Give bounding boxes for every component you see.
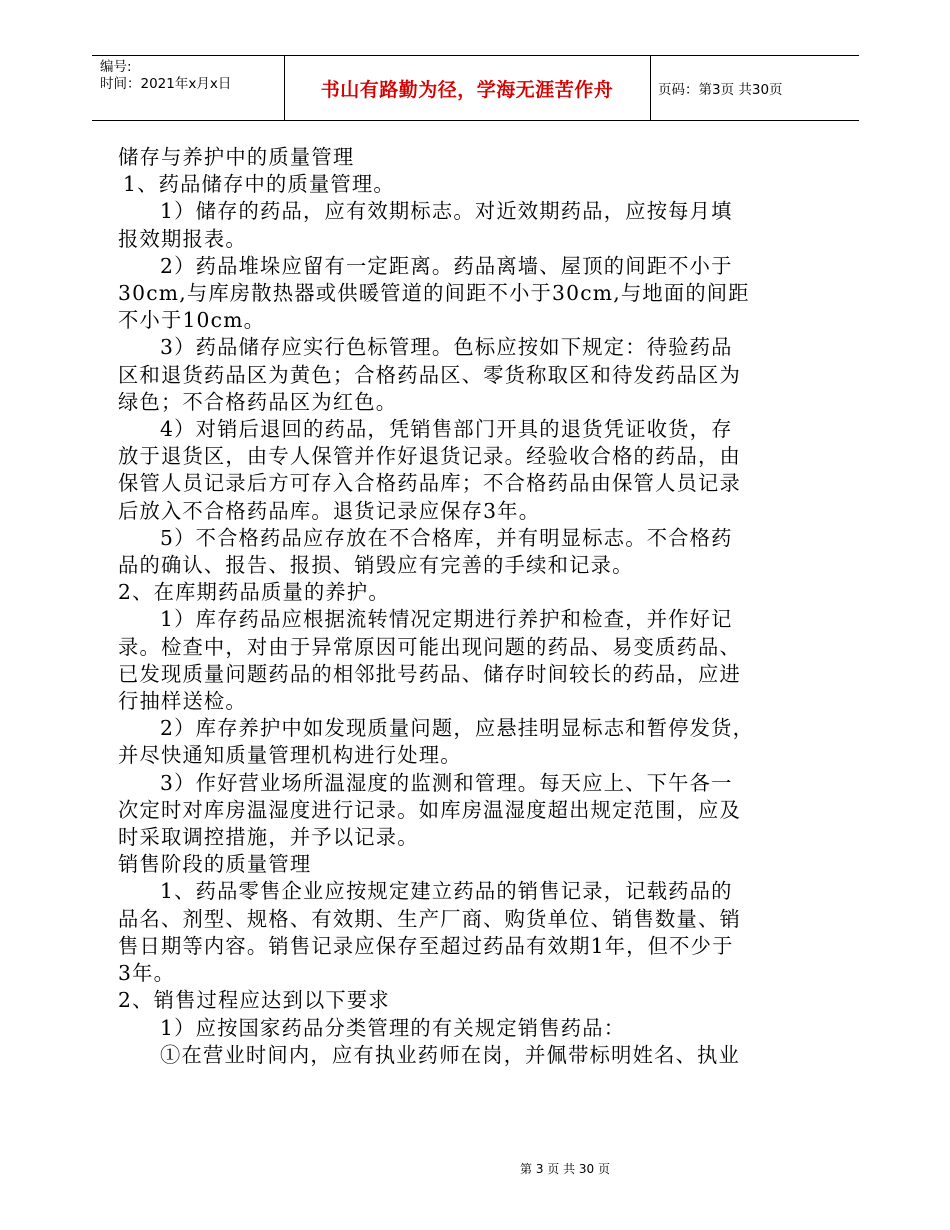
header-divider-right [650, 55, 651, 121]
header-page-label: 页码：第3页 共30页 [658, 82, 783, 98]
paragraph-line: 3）药品储存应实行色标管理。色标应按如下规定：待验药品 [160, 335, 733, 360]
header-meta [100, 59, 231, 93]
document-body [118, 144, 838, 1069]
subsection-heading: 2、销售过程应达到以下要求 [118, 988, 390, 1013]
paragraph-line: 后放入不合格药品库。退货记录应保存3年。 [118, 498, 541, 523]
document-number-label: 编号: [100, 59, 132, 75]
paragraph-line: 放于退货区，由专人保管并作好退货记录。经验收合格的药品，由 [118, 444, 741, 469]
subsection-heading: 1、药品储存中的质量管理。 [123, 172, 395, 197]
paragraph-line: 并尽快通知质量管理机构进行处理。 [118, 743, 462, 768]
subsection-heading: 2、在库期药品质量的养护。 [118, 580, 390, 605]
paragraph-line: 行抽样送检。 [118, 689, 247, 714]
paragraph-line: 录。检查中，对由于异常原因可能出现问题的药品、易变质药品、 [118, 634, 741, 659]
paragraph-line: 售日期等内容。销售记录应保存至超过药品有效期1年，但不少于 [118, 933, 734, 958]
paragraph-line: 1、药品零售企业应按规定建立药品的销售记录，记载药品的 [160, 879, 733, 904]
section-heading-storage: 储存与养护中的质量管理 [118, 145, 355, 169]
paragraph-line: 5）不合格药品应存放在不合格库，并有明显标志。不合格药 [160, 525, 733, 550]
paragraph-line: 1）应按国家药品分类管理的有关规定销售药品： [160, 1015, 626, 1040]
paragraph-line: 时采取调控措施，并予以记录。 [118, 825, 419, 850]
paragraph-line: 1）储存的药品，应有效期标志。对近效期药品，应按每月填 [160, 199, 733, 224]
paragraph-line: 保管人员记录后方可存入合格药品库；不合格药品由保管人员记录 [118, 471, 741, 496]
paragraph-line: 3）作好营业场所温湿度的监测和管理。每天应上、下午各一 [160, 770, 733, 795]
paragraph-line: 次定时对库房温湿度进行记录。如库房温湿度超出规定范围，应及 [118, 797, 741, 822]
page-footer [0, 1160, 950, 1177]
paragraph-line: 1）库存药品应根据流转情况定期进行养护和检查，并作好记 [160, 607, 733, 632]
paragraph-line: 3年。 [118, 961, 176, 986]
paragraph-line: 4）对销后退回的药品，凭销售部门开具的退货凭证收货，存 [160, 417, 733, 442]
paragraph-line: 绿色；不合格药品区为红色。 [118, 389, 398, 414]
paragraph-line: 2）药品堆垛应留有一定距离。药品离墙、屋顶的间距不小于 [160, 253, 733, 278]
page-header [92, 55, 859, 122]
paragraph-line: 报效期报表。 [118, 226, 247, 251]
paragraph-line: ①在营业时间内，应有执业药师在岗，并佩带标明姓名、执业 [160, 1042, 740, 1067]
paragraph-line: 2）库存养护中如发现质量问题，应悬挂明显标志和暂停发货， [160, 716, 755, 741]
header-motto: 书山有路勤为径，学海无涯苦作舟 [320, 78, 614, 101]
paragraph-line: 不小于10cm。 [118, 308, 266, 333]
paragraph-line: 已发现质量问题药品的相邻批号药品、储存时间较长的药品，应进 [118, 661, 741, 686]
paragraph-line: 品的确认、报告、报损、销毁应有完善的手续和记录。 [118, 553, 634, 578]
paragraph-line: 区和退货药品区为黄色；合格药品区、零货称取区和待发药品区为 [118, 362, 741, 387]
document-time-label: 时间：2021年x月x日 [100, 76, 232, 92]
paragraph-line: 30cm,与库房散热器或供暖管道的间距不小于30cm,与地面的间距 [118, 281, 750, 306]
footer-page-number: 第 3 页 共 30 页 [520, 1162, 610, 1176]
section-heading-sales: 销售阶段的质量管理 [118, 852, 312, 877]
paragraph-line: 品名、剂型、规格、有效期、生产厂商、购货单位、销售数量、销 [118, 906, 741, 931]
